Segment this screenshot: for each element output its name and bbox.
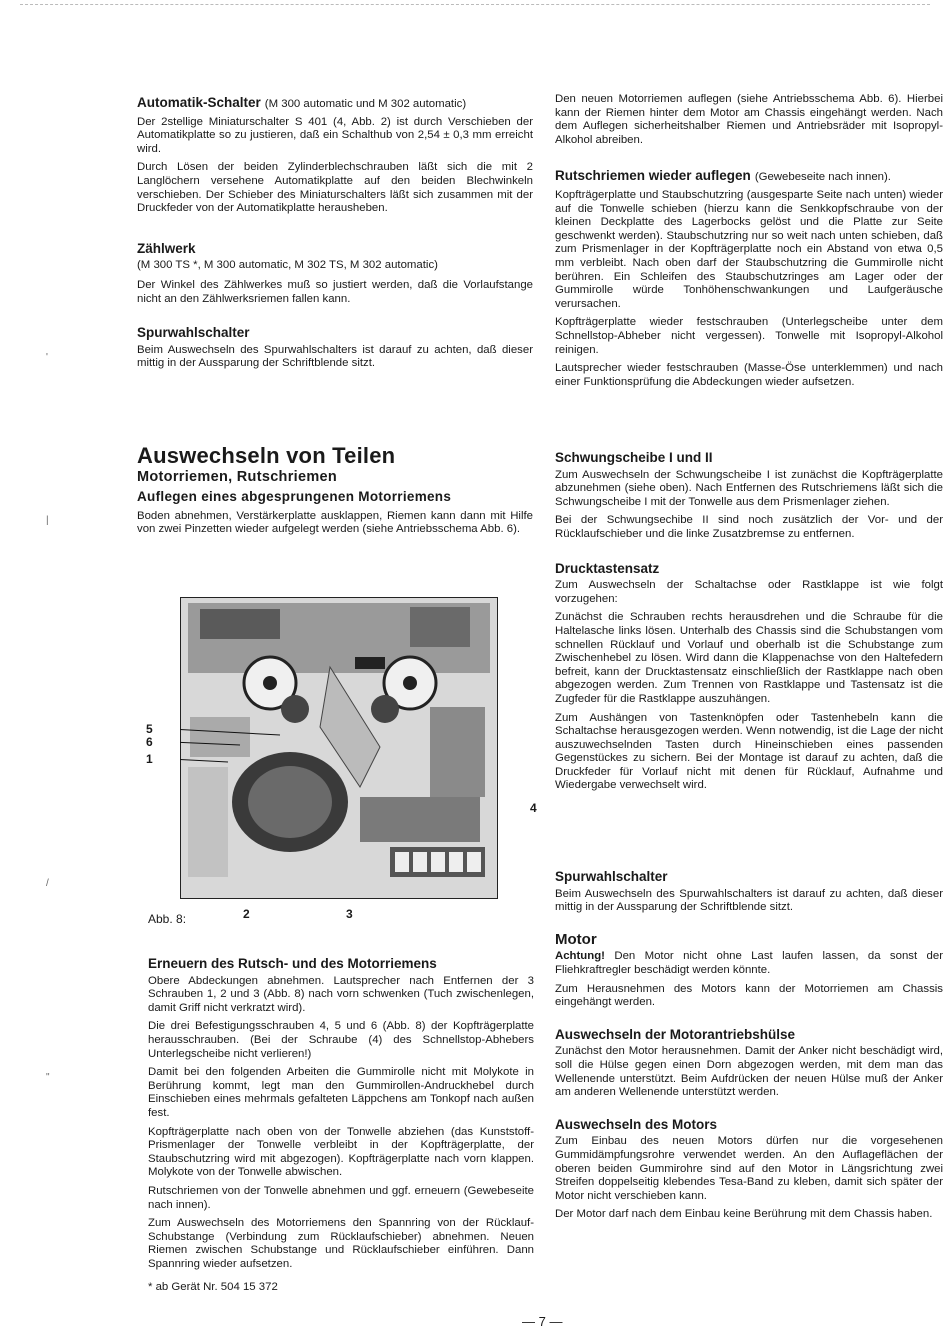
right-column-top xyxy=(555,93,943,394)
rutsch-p1: Kopfträgerplatte und Staubschutzring (ausgesparte Seite nach unten) wieder auf die Tonwelle schieben (hierzu kann die Senkkopfschraube von der kleinen Deckplatte des Lagerbocks gelöst und die Platte zur Seite geschwenkt werden). Staubschutzring nur so weit nach unten schieben, daß zum Prismenlager in der Kopfträgerplatte noch ein Abstand von etwa 0,5 mm verbleibt. Nach oben darf der Staubschutzring die Gummirolle nicht berühren. Ein Schleifen des Staubschutzringes am Lager oder der Gummirolle würde Tonhöhenschwankungen und Laufgeräusche verursachen. xyxy=(555,188,943,310)
automatik-heading: Automatik-Schalter (M 300 automatic und M 302 automatic) xyxy=(137,95,467,110)
erneuern-p6: Zum Auswechseln des Motorriemens den Spannring von der Rücklauf-Schubstange (Verbindung zum Rücklaufschieber) abnehmen. Neuen Riemen zwischen Schubstange und Rücklaufschieber einführen. Dann Spannring wieder aufsetzen. xyxy=(148,1217,534,1270)
motors-p2: Der Motor darf nach dem Einbau keine Berührung mit dem Chassis haben. xyxy=(555,1208,933,1221)
callout-1: 1 xyxy=(146,752,153,766)
auswechseln-section xyxy=(137,443,533,542)
figure-caption: Abb. 8: xyxy=(148,912,187,926)
motorriemen-p: Den neuen Motorriemen auflegen (siehe Antriebsschema Abb. 6). Hierbei kann der Riemen hinter dem Motor am Chassis eingehängt werden. Nach dem Auflegen sicherheitshalber Riemen und Antriebsräder mit Isopropyl-Alkohol abreiben. xyxy=(555,93,943,146)
tape-recorder-photo xyxy=(180,597,498,899)
erneuern-p5: Rutschriemen von der Tonwelle abnehmen und ggf. erneuern (Gewebeseite nach innen). xyxy=(148,1184,534,1211)
druck-p1: Zum Auswechseln der Schaltachse oder Rastklappe ist wie folgt vorzugehen: xyxy=(555,579,943,605)
erneuern-p4: Kopfträgerplatte nach oben von der Tonwelle abziehen (das Kunststoff-Prismenlager der Tonwelle verbleibt in der Kopfträgerplatte, der Staubschutzring wird mit abgezogen). Kopfträgerplatte nach vorn klappen. Molykote von der Tonwelle abwischen. xyxy=(148,1125,534,1179)
erneuern-heading: Erneuern des Rutsch- und des Motorriemens xyxy=(148,956,437,971)
callout-6: 6 xyxy=(146,735,153,749)
schwung-p1: Zum Auswechseln der Schwungscheibe I ist zunächst die Kopfträgerplatte abzunehmen (siehe oben). Nach Entfernen des Rutschriemens läßt sich die Schwungscheibe I mit der Tonwelle aus dem Prismenlager ziehen. xyxy=(555,468,943,508)
motors-p1: Zum Einbau des neuen Motors dürfen nur die vorgesehenen Gummidämpfungsrohre verwendet werden. An den Auflageflächen der oberen beiden Gummirohre sind auf den Motor in Längsrichtung zwei Streifen doppelseitig klebendes Tesa-Band zu kleben, damit sich später der Motor nicht verschieben kann. xyxy=(555,1135,943,1202)
motors-heading: Auswechseln des Motors xyxy=(555,1116,718,1132)
erneuern-p2: Die drei Befestigungsschrauben 4, 5 und 6 (Abb. 8) der Kopfträgerplatte herausschrauben. (Bei der Schraube (4) des Schnellstop-Abhebers Unterlegscheibe nicht verlieren!) xyxy=(148,1020,534,1060)
schwung-section xyxy=(555,451,943,798)
margin-mark: / xyxy=(46,878,49,889)
rutsch-heading: Rutschriemen wieder auflegen (Gewebeseite nach innen). xyxy=(555,168,891,184)
rutsch-p2: Kopfträgerplatte wieder festschrauben (Unterlegscheibe unter dem Schnellstop-Abheber nicht vergessen). Tonwelle mit Isopropyl-Alkohol reinigen. xyxy=(555,316,943,356)
automatik-p2: Durch Lösen der beiden Zylinderblechschrauben läßt sich die mit 2 Langlöchern versehene Automatikplatte auf den beiden Blechwinkeln verschieben. Der Schieber des Miniaturschalters läßt sich zusammen mit der Druckfeder von der Automatikplatte herausheben. xyxy=(137,161,533,215)
automatik-p1: Der 2stellige Miniaturschalter S 401 (4, Abb. 2) ist durch Verschieben der Automatikplatte so zu justieren, daß ein Schalthub von 2,54 ± 0,3 mm erreicht wird. xyxy=(137,115,533,155)
auswechseln-title: Auswechseln von Teilen xyxy=(137,443,396,468)
spurwahl2-p1: Beim Auswechseln des Spurwahlschalters ist darauf zu achten, daß dieser mittig in der Aussparung der Schriftblende sitzt. xyxy=(555,887,943,914)
page-number: — 7 — xyxy=(522,1314,563,1329)
motor-p2: Zum Herausnehmen des Motors kann der Motorriemen am Chassis eingehängt werden. xyxy=(555,982,943,1009)
spurwahl2-heading: Spurwahlschalter xyxy=(555,869,668,884)
spurwahl-heading: Spurwahlschalter xyxy=(137,325,250,341)
auflegen-heading: Auflegen eines abgesprungenen Motorriemens xyxy=(137,489,452,505)
margin-mark: | xyxy=(46,515,49,526)
callout-2: 2 xyxy=(243,907,250,921)
druck-heading: Drucktastensatz xyxy=(555,560,660,576)
margin-mark: ' xyxy=(46,352,48,363)
footnote: * ab Gerät Nr. 504 15 372 xyxy=(148,1281,278,1294)
top-scan-edge xyxy=(20,4,930,5)
schwung-heading: Schwungscheibe I und II xyxy=(555,450,713,465)
erneuern-section xyxy=(148,957,534,1300)
erneuern-p1: Obere Abdeckungen abnehmen. Lautsprecher nach Entfernen der 3 Schrauben 1, 2 und 3 (Abb. 8) nach vorn schwenken (Tuch zwischenlegen, damit Griff nicht verkratzt wird). xyxy=(148,974,534,1014)
huelse-heading: Auswechseln der Motorantriebshülse xyxy=(555,1026,796,1042)
margin-mark: " xyxy=(46,1072,50,1083)
zaehlwerk-heading: Zählwerk xyxy=(137,240,196,256)
huelse-p1: Zunächst den Motor herausnehmen. Damit der Anker nicht beschädigt wird, soll die Hülse gegen einen Dorn abgezogen werden, mit dem man das Wellenende unterstützt. Beim Aufdrücken der neuen Hülse muß der Anker am anderen Wellenende unterstützt werden. xyxy=(555,1045,943,1099)
schwung-p2: Bei der Schwungsechibe II sind noch zusätzlich der Vor- und der Rücklaufschieber und die linke Zusatzbremse zu entfernen. xyxy=(555,514,943,540)
motor-heading: Motor xyxy=(555,930,597,948)
erneuern-p3: Damit bei den folgenden Arbeiten die Gummirolle nicht mit Molykote in Berührung kommt, legt man den Gummirollen-Andruckhebel durch Einschieben eines mehrmals gefalteten Läppchens am Tonkopf nach außen fest. xyxy=(148,1066,534,1119)
spurwahl-p1: Beim Auswechseln des Spurwahlschalters ist darauf zu achten, daß dieser mittig in der Aussparung der Schriftblende sitzt. xyxy=(137,343,533,370)
motor-p1: Achtung! Den Motor nicht ohne Last laufen lassen, da sonst der Fliehkraftregler beschädigt werden könnte. xyxy=(555,950,943,976)
callout-5: 5 xyxy=(146,722,153,736)
zaehlwerk-models: (M 300 TS *, M 300 automatic, M 302 TS, M 302 automatic) xyxy=(137,259,438,272)
druck-p2: Zunächst die Schrauben rechts herausdrehen und die Schraube für die Haltelasche links lösen. Unterhalb des Chassis sind die Schubstangen vom schnellen Rücklauf und Vorlauf und oberhalb ist die Schubstange zum Zwischenhebel zu lösen. Wird dann die Klappenachse von den Haltefedern befreit, kann der Drucktastensatz einschließlich der Rastklappe nach oben abgezogen werden. Zum Trennen von Rastklappe und Tastensatz ist die Zugfeder für die Rastklappe auszuhängen. xyxy=(555,611,943,705)
callout-3: 3 xyxy=(346,907,353,921)
left-column-top xyxy=(137,96,533,376)
right-column-bottom xyxy=(555,870,943,1227)
auflegen-p1: Boden abnehmen, Verstärkerplatte ausklappen, Riemen kann dann mit Hilfe von zwei Pinzetten wieder aufgelegt werden (siehe Antriebsschema Abb. 6). xyxy=(137,509,533,536)
callout-4: 4 xyxy=(530,801,537,815)
rutsch-p3: Lautsprecher wieder festschrauben (Masse-Öse unterklemmen) und nach einer Funktionsprüfung die Abdeckungen wieder aufsetzen. xyxy=(555,362,943,388)
motorriemen-heading: Motorriemen, Rutschriemen xyxy=(137,468,338,485)
druck-p3: Zum Aushängen von Tastenknöpfen oder Tastenhebeln kann die Schaltachse herausgezogen werden. Wenn notwendig, ist die Lage der nicht auszuwechselnden Tasten durch Hineinschieben eines passenden Gegenstückes zu sichern. Bei der Montage ist darauf zu achten, daß die Druckfeder für Vorlauf nicht mit denen für Rücklauf, Aufnahme und Wiedergabe verwechselt wird. xyxy=(555,711,943,792)
zaehlwerk-p1: Der Winkel des Zählwerkes muß so justiert werden, daß die Vorlaufstange nicht an den Zählwerksriemen fallen kann. xyxy=(137,278,533,305)
